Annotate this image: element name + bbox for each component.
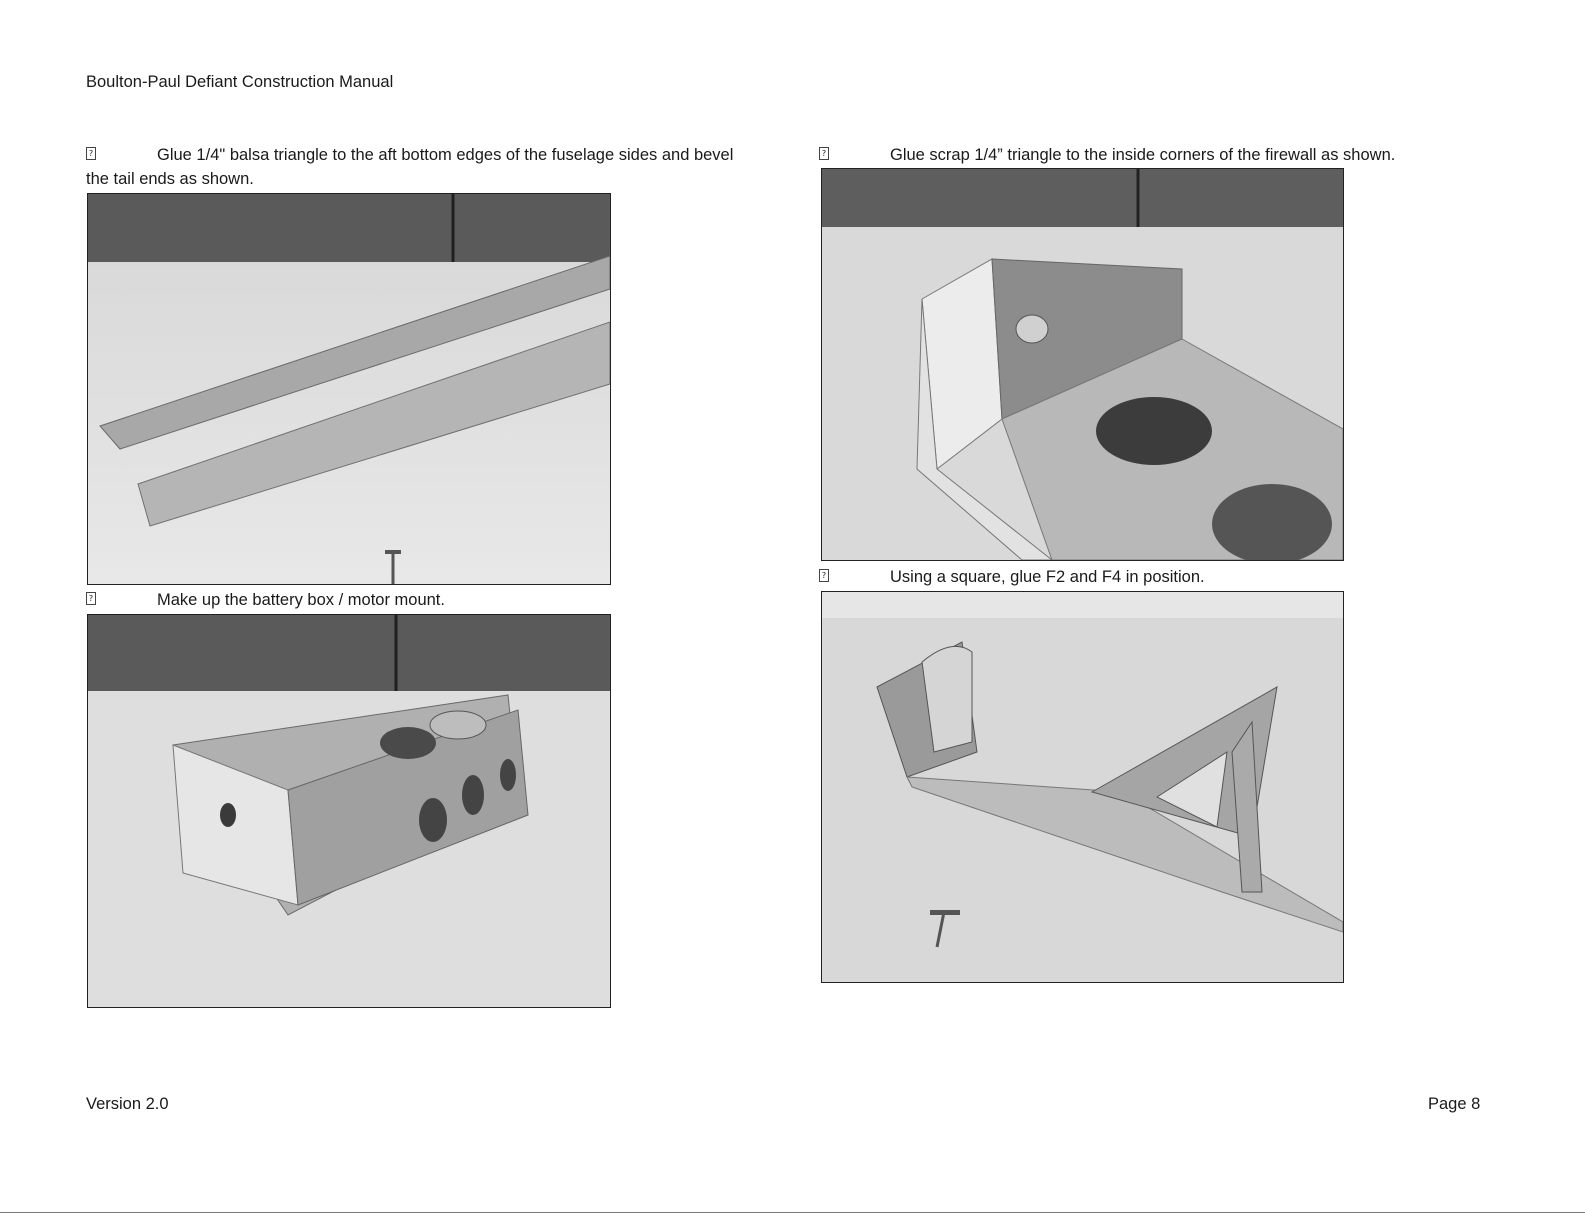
step-1-checkbox[interactable]: ? bbox=[86, 147, 96, 160]
step-3-checkbox[interactable]: ? bbox=[819, 147, 829, 160]
photo-balsa-triangles-image bbox=[88, 194, 610, 584]
photo-battery-box bbox=[87, 614, 611, 1008]
step-2-instruction bbox=[86, 588, 756, 612]
photo-square-f2-f4-image bbox=[822, 592, 1343, 982]
photo-battery-box-image bbox=[88, 615, 610, 1007]
step-1-instruction bbox=[86, 143, 756, 191]
step-4-checkbox[interactable]: ? bbox=[819, 569, 829, 582]
photo-balsa-triangles bbox=[87, 193, 611, 585]
step-2-text: Make up the battery box / motor mount. bbox=[157, 591, 445, 609]
step-4-text: Using a square, glue F2 and F4 in position. bbox=[890, 568, 1205, 586]
photo-firewall-triangles bbox=[821, 168, 1344, 561]
step-3-text: Glue scrap 1/4” triangle to the inside corners of the firewall as shown. bbox=[890, 146, 1396, 164]
step-1-text: Glue 1/4" balsa triangle to the aft bottom edges of the fuselage sides and bevel the tail ends as shown. bbox=[86, 146, 734, 188]
footer-page-number: Page 8 bbox=[1428, 1095, 1481, 1113]
footer-version: Version 2.0 bbox=[86, 1095, 169, 1113]
step-2-checkbox[interactable]: ? bbox=[86, 592, 96, 605]
page-bottom-divider bbox=[0, 1212, 1585, 1213]
document-header: Boulton-Paul Defiant Construction Manual bbox=[86, 73, 394, 91]
photo-square-f2-f4 bbox=[821, 591, 1344, 983]
photo-firewall-triangles-image bbox=[822, 169, 1343, 560]
step-4-instruction bbox=[819, 565, 1519, 589]
step-3-instruction bbox=[819, 143, 1519, 167]
